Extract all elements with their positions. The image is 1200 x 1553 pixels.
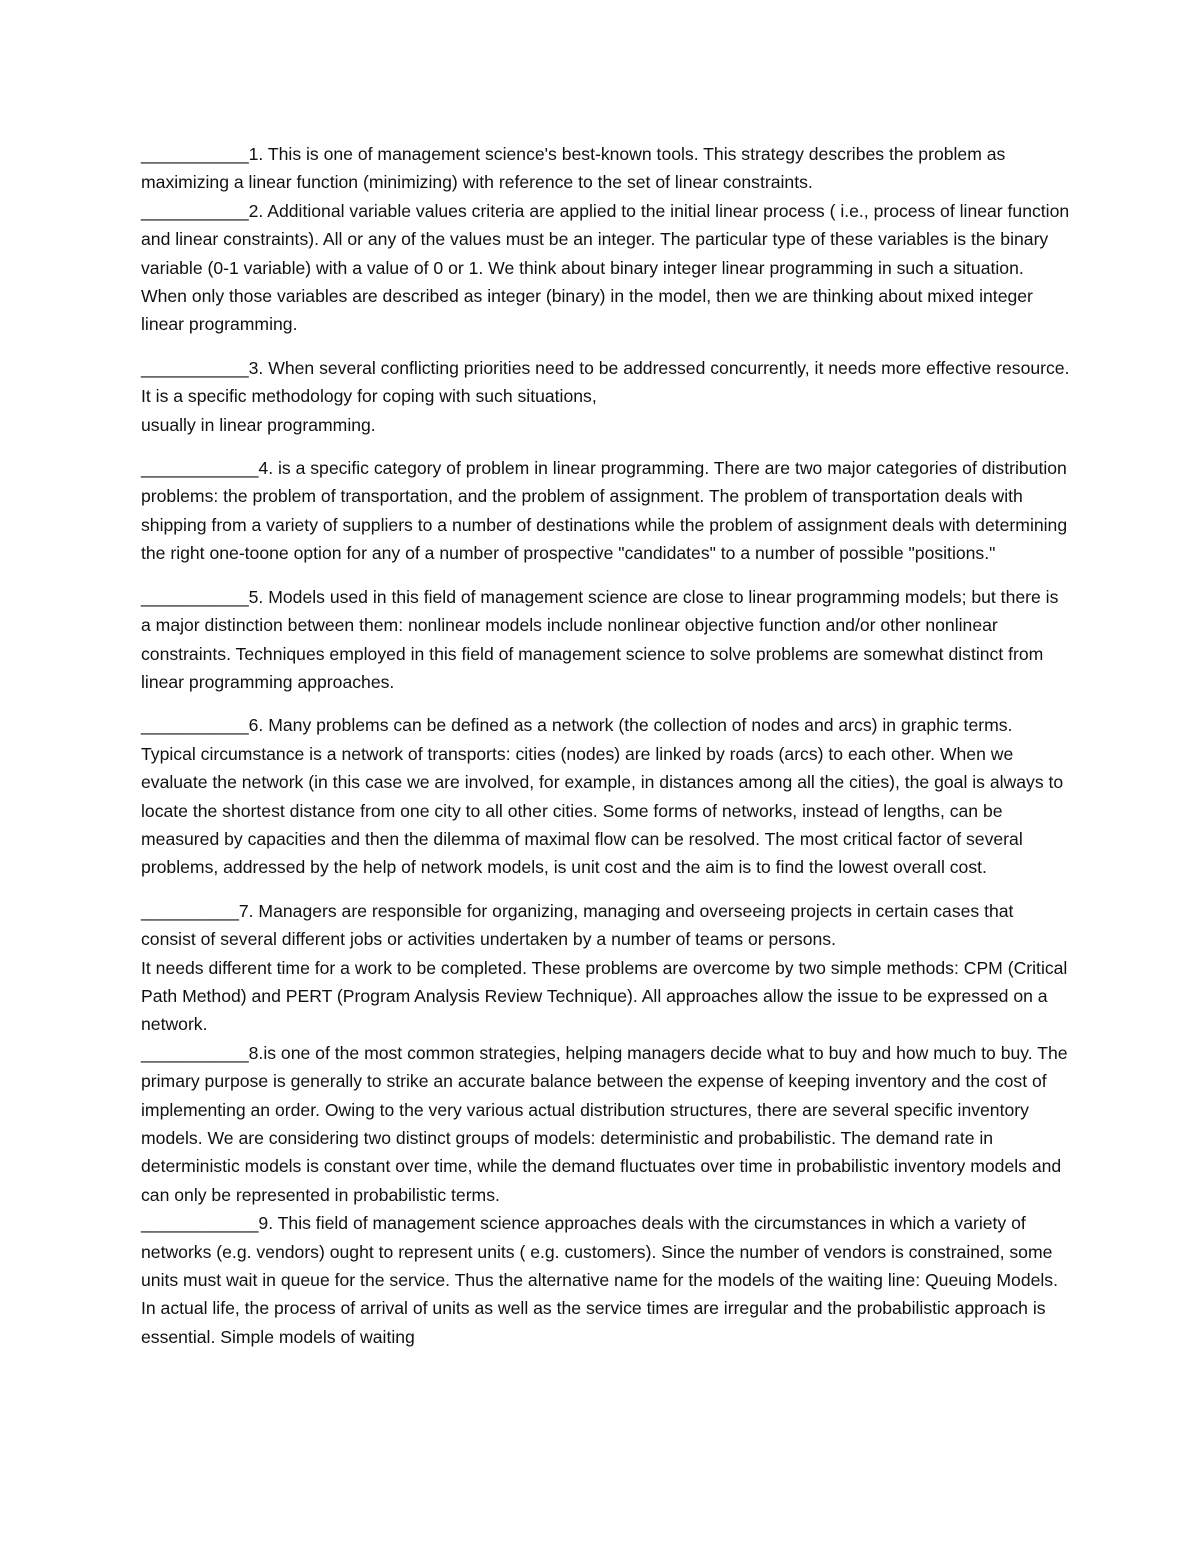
answer-blank: ____________ (141, 1213, 259, 1234)
question-1 (141, 140, 1071, 197)
question-text: Models used in this field of management science are close to linear programming models; but there is a major distinction between them: nonlinear models include nonlinear objective function and/or other nonlinear constraints. Techniques employed in this field of management science to solve problems are somewhat distinct from linear programming approaches. (141, 586, 1059, 692)
question-list (141, 140, 1071, 1351)
question-8 (141, 1039, 1071, 1209)
question-text: This field of management science approaches deals with the circumstances in which a variety of networks (e.g. vendors) ought to represent units ( e.g. customers). Since the number of vendors is constrained, some units must wait in queue for the service. Thus the alternative name for the models of the waiting line: Queuing Models. In actual life, the process of arrival of units as well as the service times are irregular and the probabilistic approach is essential. Simple models of waiting (141, 1213, 1058, 1347)
question-number: 5. (248, 586, 264, 607)
question-2 (141, 197, 1071, 339)
question-3 (141, 354, 1071, 439)
question-text: is one of the most common strategies, helping managers decide what to buy and how much to buy. The primary purpose is generally to strike an accurate balance between the expense of keeping inventory and the cost of implementing an order. Owing to the very various actual distribution structures, there are several specific inventory models. We are considering two distinct groups of models: deterministic and probabilistic. The demand rate in deterministic models is constant over time, while the demand fluctuates over time in probabilistic inventory models and can only be represented in probabilistic terms. (141, 1042, 1068, 1205)
question-7 (141, 897, 1071, 1039)
question-text: is a specific category of problem in linear programming. There are two major categories of distribution problems: the problem of transportation, and the problem of assignment. The problem of transportation deals with shipping from a variety of suppliers to a number of destinations while the problem of assignment deals with determining the right one-toone option for any of a number of prospective "candidates" to a number of possible "positions." (141, 458, 1068, 564)
question-text-continued: It needs different time for a work to be completed. These problems are overcome by two simple methods: CPM (Critical Path Method) and PERT (Program Analysis Review Technique). All approaches allow the issue to be expressed on a network. (141, 957, 1068, 1035)
answer-blank: ___________ (141, 586, 249, 607)
answer-blank: ___________ (141, 144, 249, 164)
question-number: 7. (238, 900, 254, 921)
question-text-continued: usually in linear programming. (141, 414, 376, 435)
answer-blank: __________ (141, 900, 239, 921)
question-text: Managers are responsible for organizing, managing and overseeing projects in certain cases that consist of several different jobs or activities undertaken by a number of teams or persons. (141, 900, 1014, 950)
question-number: 9. (258, 1213, 274, 1234)
question-number: 3. (248, 357, 264, 378)
question-number: 1. (248, 144, 264, 164)
answer-blank: ____________ (141, 458, 259, 479)
question-5 (141, 583, 1071, 697)
question-text: Additional variable values criteria are applied to the initial linear process ( i.e., process of linear function and linear constraints). All or any of the values must be an integer. The particular type of these variables is the binary variable (0-1 variable) with a value of 0 or 1. We think about binary integer linear programming in such a situation. When only those variables are described as integer (binary) in the model, then we are thinking about mixed integer linear programming. (141, 200, 1070, 335)
question-number: 2. (248, 200, 264, 221)
question-text: Many problems can be defined as a network (the collection of nodes and arcs) in graphic terms. Typical circumstance is a network of transports: cities (nodes) are linked by roads (arcs) to each other. When we evaluate the network (in this case we are involved, for example, in distances among all the cities), the goal is always to locate the shortest distance from one city to all other cities. Some forms of networks, instead of lengths, can be measured by capacities and then the dilemma of maximal flow can be resolved. The most critical factor of several problems, addressed by the help of network models, is unit cost and the aim is to find the lowest overall cost. (141, 715, 1064, 878)
answer-blank: ___________ (141, 357, 249, 378)
question-text: This is one of management science's best-known tools. This strategy describes the problem as maximizing a linear function (minimizing) with reference to the set of linear constraints. (141, 144, 1006, 193)
question-6 (141, 711, 1071, 881)
question-number: 8. (248, 1042, 264, 1063)
answer-blank: ___________ (141, 1042, 249, 1063)
question-text: When several conflicting priorities need to be addressed concurrently, it needs more effective resource. It is a specific methodology for coping with such situations, (141, 357, 1070, 407)
question-number: 4. (258, 458, 274, 479)
question-number: 6. (248, 715, 264, 736)
question-4 (141, 454, 1071, 568)
answer-blank: ___________ (141, 200, 249, 221)
question-9 (141, 1209, 1071, 1351)
answer-blank: ___________ (141, 715, 249, 736)
